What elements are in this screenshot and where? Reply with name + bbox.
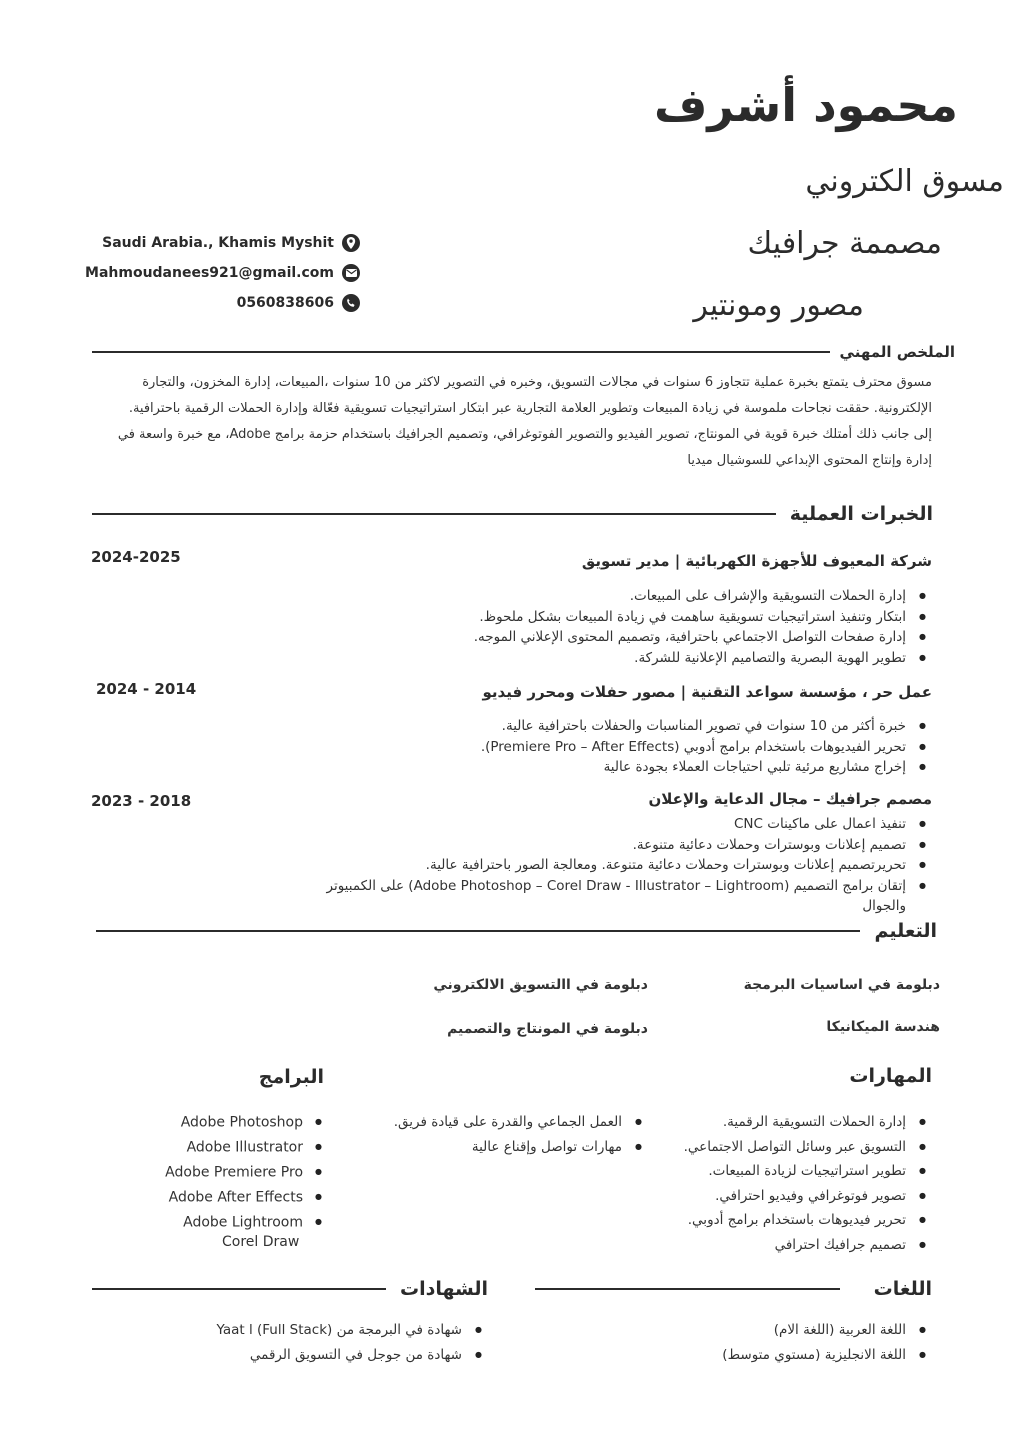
- software-item: Adobe After Effects ●: [100, 1185, 322, 1210]
- title-designer: مصممة جرافيك: [747, 226, 942, 261]
- summary-heading-label: الملخص المهني: [839, 343, 955, 361]
- education-item: دبلومة في اساسيات البرمجة: [743, 977, 940, 993]
- experience-heading: [92, 503, 933, 525]
- software-item-extra: Corel Draw: [222, 1234, 300, 1250]
- software-item: Adobe Premiere Pro ●: [100, 1160, 322, 1185]
- certificates-heading-label: الشهادات: [399, 1278, 488, 1300]
- skills-list-2: [322, 1110, 648, 1159]
- summary-text: [88, 370, 932, 474]
- software-item: Adobe Lightroom ●: [100, 1210, 322, 1235]
- languages-divider: [535, 1288, 840, 1290]
- job-1-date: 2024-2025: [91, 548, 181, 566]
- software-item: Adobe Photoshop ●: [100, 1110, 322, 1135]
- education-divider: [96, 930, 860, 932]
- experience-divider: [92, 513, 776, 515]
- skill-item: ● العمل الجماعي والقدرة على قيادة فريق.: [322, 1110, 622, 1135]
- language-item: ● اللغة الانجليزية (مستوي متوسط): [606, 1343, 906, 1368]
- job-3-bullets: [326, 814, 932, 917]
- job-2-date: 2024 - 2014: [96, 680, 197, 698]
- education-heading-label: التعليم: [874, 920, 937, 942]
- contact-location: [80, 228, 360, 258]
- summary-divider: [92, 351, 830, 353]
- certificates-list: [142, 1318, 488, 1367]
- summary-paragraph-2: إلى جانب ذلك أمتلك خبرة قوية في المونتاج، تصوير الفيديو والتصوير الفوتوغرافي، وتصميم الجرافيك باستخدام حزمة برامج Adobe، مع خبرة واسعة في إدارة وإنتاج المحتوى الإبداعي للسوشيال ميديا: [117, 427, 932, 468]
- job-2-bullet: ● تحرير الفيديوهات باستخدام برامج أدوبي (Premiere Pro – After Effects).: [346, 737, 906, 758]
- candidate-name: محمود أشرف: [654, 78, 958, 132]
- bullet-dot-icon: ●: [315, 1216, 322, 1226]
- job-3-title: مصمم جرافيك – مجال الدعاية والإعلان: [648, 790, 932, 808]
- education-item: دبلومة في المونتاج والتصميم: [447, 1021, 648, 1037]
- job-3-bullet: ● تصميم إعلانات وبوسترات وحملات دعائية متنوعة.: [326, 835, 906, 856]
- language-item: ● اللغة العربية (اللغة الام): [606, 1318, 906, 1343]
- software-list: [100, 1110, 322, 1234]
- skill-item: ● مهارات تواصل وإقناع عالية: [322, 1135, 622, 1160]
- envelope-icon: [342, 264, 360, 282]
- job-1-bullet: ● ابتكار وتنفيذ استراتيجيات تسويقية ساهمت في زيادة المبيعات بشكل ملحوظ.: [346, 607, 906, 628]
- title-photographer: مصور ومونتير: [693, 288, 864, 323]
- certificates-heading: [92, 1278, 488, 1300]
- job-titles: [584, 160, 1004, 346]
- location-text: Saudi Arabia., Khamis Myshit: [102, 235, 334, 251]
- email-text[interactable]: Mahmoudanees921@gmail.com: [85, 265, 334, 281]
- skill-item: ● التسويق عبر وسائل التواصل الاجتماعي.: [566, 1135, 906, 1160]
- software-heading: البرامج: [258, 1066, 324, 1088]
- skill-item: ● تصوير فوتوغرافي وفيديو احترافي.: [566, 1184, 906, 1209]
- bullet-dot-icon: ●: [315, 1166, 322, 1176]
- job-3-bullet: ● تحريرتصميم إعلانات وبوسترات وحملات دعائية متنوعة. ومعالجة الصور باحترافية عالية.: [326, 855, 906, 876]
- education-heading: [96, 920, 937, 942]
- skill-item: ● تصميم جرافيك احترافي: [566, 1233, 906, 1258]
- certificate-item: ● شهادة من جوجل في التسويق الرقمي: [142, 1343, 462, 1368]
- bullet-dot-icon: ●: [315, 1117, 322, 1126]
- title-marketer: مسوق الكتروني: [805, 164, 1004, 199]
- summary-paragraph-1: مسوق محترف يتمتع بخبرة عملية تتجاوز 6 سنوات في مجالات التسويق، وخبره في التصوير لاكثر من 10 سنوات ،المبيعات، إدارة المخزون، والتجارة الإلكترونية. حققت نجاحات ملموسة في زيادة المبيعات وتطوير العلامة التجارية عبر ابتكار استراتيجيات تسويقية فعّالة وإدارة الحملات الرقمية باحترافية.: [128, 375, 932, 416]
- skill-item: ● تحرير فيديوهات باستخدام برامج أدوبي.: [566, 1208, 906, 1233]
- experience-heading-label: الخبرات العملية: [789, 503, 933, 525]
- job-2-bullet: ● خبرة أكثر من 10 سنوات في تصوير المناسبات والحفلات باحترافية عالية.: [346, 716, 906, 737]
- job-1-bullet: ● إدارة صفحات التواصل الاجتماعي باحترافية، وتصميم المحتوى الإعلاني الموجه.: [346, 627, 906, 648]
- languages-heading: [535, 1278, 932, 1300]
- job-1-bullet: ● إدارة الحملات التسويقية والإشراف على المبيعات.: [346, 586, 906, 607]
- contact-phone[interactable]: [80, 288, 360, 318]
- bullet-dot-icon: ●: [315, 1141, 322, 1151]
- phone-text[interactable]: 0560838606: [236, 295, 334, 311]
- languages-heading-label: اللغات: [873, 1278, 932, 1300]
- job-1-bullets: [346, 586, 932, 668]
- job-1-bullet: ● تطوير الهوية البصرية والتصاميم الإعلانية للشركة.: [346, 648, 906, 669]
- phone-icon: [342, 294, 360, 312]
- skill-item: ● تطوير استراتيجيات لزيادة المبيعات.: [566, 1159, 906, 1184]
- job-3-bullet: ● إتقان برامج التصميم (Adobe Photoshop – Corel Draw - Illustrator – Lightroom) على الكمبيوتر والجوال: [326, 876, 906, 917]
- job-1-title: شركة المعيوف للأجهزة الكهربائية | مدير تسويق: [581, 552, 932, 570]
- location-pin-icon: [342, 234, 360, 252]
- job-2-title: عمل حر ، مؤسسة سواعد التقنية | مصور حفلات ومحرر فيديو: [482, 683, 932, 701]
- languages-list: [606, 1318, 932, 1367]
- job-3-date: 2023 - 2018: [91, 792, 192, 810]
- bullet-dot-icon: ●: [315, 1191, 322, 1201]
- summary-heading: [92, 343, 955, 361]
- skill-item: ● إدارة الحملات التسويقية الرقمية.: [566, 1110, 906, 1135]
- certificates-divider: [92, 1288, 386, 1290]
- skills-heading: المهارات: [849, 1065, 932, 1087]
- contact-block: [80, 228, 360, 318]
- education-item: دبلومة في االتسويق الالكتروني: [433, 977, 648, 993]
- education-item: هندسة الميكانيكا: [826, 1019, 940, 1035]
- contact-email[interactable]: [80, 258, 360, 288]
- software-item: Adobe Illustrator ●: [100, 1135, 322, 1160]
- job-2-bullets: [346, 716, 932, 778]
- job-3-bullet: ● تنفيذ اعمال على ماكينات CNC: [326, 814, 906, 835]
- certificate-item: ● شهادة في البرمجة من Yaat l (Full Stack): [142, 1318, 462, 1343]
- job-2-bullet: ● إخراج مشاريع مرئية تلبي احتياجات العملاء بجودة عالية: [346, 757, 906, 778]
